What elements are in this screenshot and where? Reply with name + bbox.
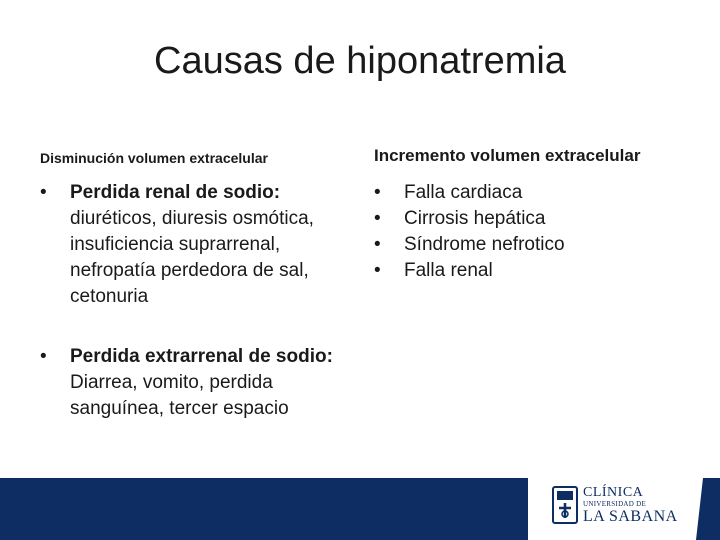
bullet-icon: •: [40, 346, 47, 367]
item-lead: Perdida renal de sodio:: [70, 182, 281, 203]
list-item: [374, 180, 694, 206]
left-bullet-list: [40, 180, 350, 456]
bullet-icon: •: [374, 208, 381, 229]
right-bullet-list: [374, 180, 694, 284]
item-text: Síndrome nefrotico: [404, 234, 565, 255]
logo-line-clinica: CLÍNICA: [583, 485, 644, 500]
logo-line-sabana: LA SABANA: [583, 508, 678, 525]
item-lead: Perdida extrarrenal de sodio:: [70, 346, 333, 367]
left-column-heading: Disminución volumen extracelular: [40, 150, 268, 166]
bullet-icon: •: [374, 182, 381, 203]
right-column-heading: Incremento volumen extracelular: [374, 146, 641, 165]
bullet-icon: •: [374, 260, 381, 281]
item-text: Cirrosis hepática: [404, 208, 546, 229]
shield-icon: [552, 486, 578, 526]
bullet-icon: •: [40, 182, 47, 203]
bullet-icon: •: [374, 234, 381, 255]
list-item: [40, 180, 350, 310]
logo-line-universidad: UNIVERSIDAD DE: [583, 500, 647, 508]
list-item: [374, 232, 694, 258]
list-item: [374, 258, 694, 284]
item-text: Falla cardiaca: [404, 182, 523, 203]
institution-logo: [583, 486, 678, 525]
item-text: Falla renal: [404, 260, 493, 281]
item-text: Diarrea, vomito, perdida sanguínea, tercer espacio: [70, 372, 289, 419]
list-item: [374, 206, 694, 232]
list-item: [40, 344, 350, 422]
item-text: diuréticos, diuresis osmótica, insuficiencia suprarrenal, nefropatía perdedora de sal, cetonuria: [70, 208, 314, 307]
slide-title: Causas de hiponatremia: [154, 40, 566, 82]
